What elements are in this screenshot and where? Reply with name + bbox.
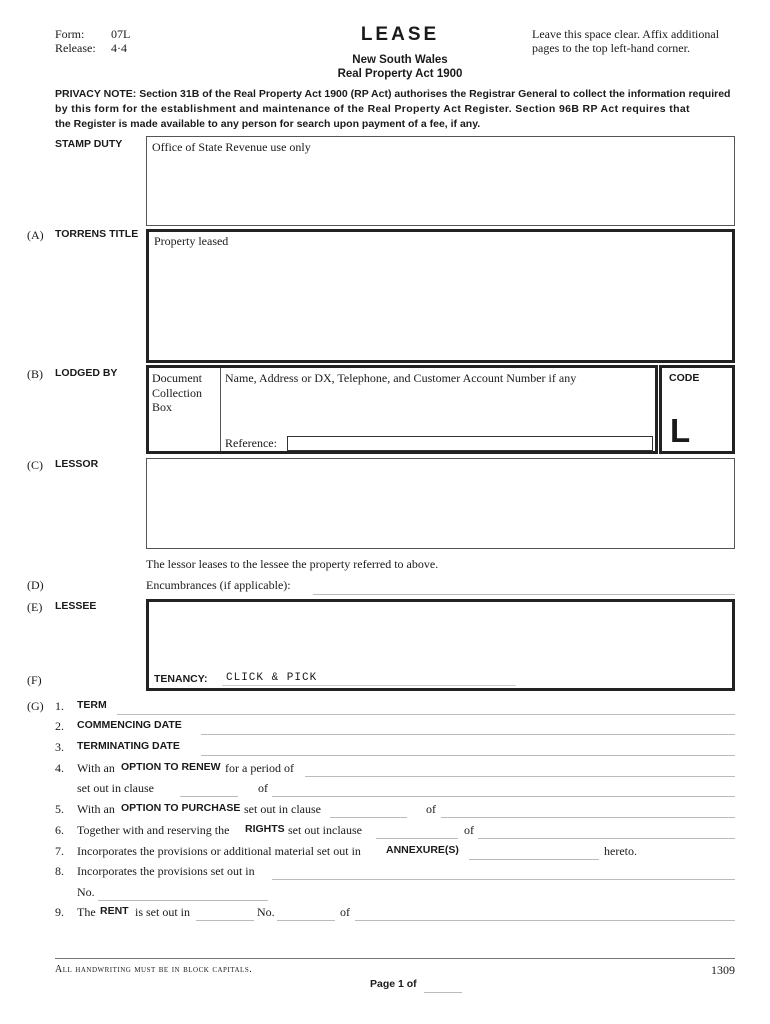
code-value: L xyxy=(670,412,691,449)
act-name: Real Property Act 1900 xyxy=(337,68,463,80)
release-label: Release: xyxy=(55,41,96,55)
purchase-clause-field[interactable] xyxy=(330,805,407,818)
purchase-of-field[interactable] xyxy=(441,805,735,818)
privacy-note: PRIVACY NOTE: Section 31B of the Real Property Act 1900 (RP Act) authorises the Registrar General to collect the information required xyxy=(55,88,731,100)
item-number-1: 1. xyxy=(55,699,64,713)
stamp-duty-label: STAMP DUTY xyxy=(55,138,123,150)
term-label: TERM xyxy=(77,699,107,711)
total-pages-field[interactable] xyxy=(424,980,462,993)
lessee-box[interactable] xyxy=(146,599,735,691)
tenancy-label: TENANCY: xyxy=(154,673,208,685)
provisions-no-label: No. xyxy=(77,885,95,899)
option-to-purchase-label: OPTION TO PURCHASE xyxy=(121,802,241,814)
provisions-label: Incorporates the provisions set out in xyxy=(77,864,255,878)
item-number-9: 9. xyxy=(55,905,64,919)
rights-prefix: Together with and reserving the xyxy=(77,823,230,837)
lodged-by-box[interactable] xyxy=(146,365,658,454)
renew-suffix: for a period of xyxy=(225,761,294,775)
collection-line-3: Box xyxy=(152,400,173,414)
annexure-prefix: Incorporates the provisions or additional material set out in xyxy=(77,844,361,858)
privacy-note-3: the Register is made available to any person for search upon payment of a fee, if any. xyxy=(55,118,481,130)
item-number-2: 2. xyxy=(55,719,64,733)
option-to-renew-label: OPTION TO RENEW xyxy=(121,761,221,773)
collection-line-2: Collection xyxy=(152,385,202,400)
torrens-title-label: TORRENS TITLE xyxy=(55,228,139,240)
lodged-by-label: LODGED BY xyxy=(55,367,118,379)
collection-line-1: Document xyxy=(152,371,202,385)
handwriting-notice: All handwriting must be in block capitals. xyxy=(55,964,253,975)
provisions-field[interactable] xyxy=(272,867,735,880)
item-number-3: 3. xyxy=(55,740,64,754)
annexure-suffix: hereto. xyxy=(604,844,637,858)
rights-of-field[interactable] xyxy=(478,826,735,839)
purchase-prefix: With an xyxy=(77,802,115,816)
purchase-suffix: set out in clause xyxy=(244,802,321,816)
purchase-of-label: of xyxy=(426,802,436,816)
rights-label: RIGHTS xyxy=(245,823,285,835)
provisions-no-field[interactable] xyxy=(98,888,268,901)
item-number-6: 6. xyxy=(55,823,64,837)
stamp-duty-box-text: Office of State Revenue use only xyxy=(152,140,311,154)
renew-period-field[interactable] xyxy=(305,764,735,777)
page-number-label: Page 1 of xyxy=(370,978,417,990)
code-label: CODE xyxy=(669,372,700,384)
item-number-4: 4. xyxy=(55,761,64,775)
renew-setout-label: set out in clause xyxy=(77,781,154,795)
clear-space-note: Leave this space clear. Affix additional xyxy=(532,27,720,41)
rent-no-field[interactable] xyxy=(277,908,335,921)
reference-input[interactable] xyxy=(287,436,653,451)
property-leased-box[interactable] xyxy=(146,229,735,363)
form-number: 07L xyxy=(111,27,131,41)
section-letter-g: (G) xyxy=(27,699,44,713)
section-letter-a: (A) xyxy=(27,228,44,242)
lessor-label: LESSOR xyxy=(55,458,99,470)
collection-divider xyxy=(220,368,221,451)
renew-prefix: With an xyxy=(77,761,115,775)
section-letter-f: (F) xyxy=(27,673,42,687)
document-collection-box xyxy=(152,371,202,415)
form-label: Form: xyxy=(55,27,85,41)
rent-prefix: The xyxy=(77,905,96,919)
lessor-box[interactable] xyxy=(146,458,735,549)
annexure-label: ANNEXURE(S) xyxy=(386,844,459,856)
rights-suffix: set out inclause xyxy=(288,823,362,837)
rights-clause-field[interactable] xyxy=(376,826,458,839)
rights-of-label: of xyxy=(464,823,474,837)
reference-label: Reference: xyxy=(225,436,277,450)
privacy-note-2: by this form for the establishment and maintenance of the Real Property Act Register. Section 96B RP Act requires that xyxy=(55,103,690,115)
commencing-date-field[interactable] xyxy=(201,722,735,735)
item-number-5: 5. xyxy=(55,802,64,816)
item-number-7: 7. xyxy=(55,844,64,858)
tenancy-select[interactable]: CLICK & PICK xyxy=(222,672,516,686)
footer-divider xyxy=(55,958,735,959)
lease-statement: The lessor leases to the lessee the property referred to above. xyxy=(146,557,439,571)
form-title: LEASE xyxy=(360,24,440,45)
renew-of-label: of xyxy=(258,781,268,795)
release-number: 4·4 xyxy=(111,41,127,55)
section-letter-e: (E) xyxy=(27,600,43,614)
annexure-field[interactable] xyxy=(469,847,599,860)
encumbrances-field[interactable] xyxy=(313,582,735,595)
section-letter-b: (B) xyxy=(27,367,43,381)
rent-label: RENT xyxy=(100,905,129,917)
lessee-label: LESSEE xyxy=(55,600,97,612)
rent-no-label: No. xyxy=(257,905,275,919)
terminating-date-label: TERMINATING DATE xyxy=(77,740,180,752)
rent-in-field[interactable] xyxy=(196,908,254,921)
renew-of-field[interactable] xyxy=(272,784,735,797)
lodger-details-label: Name, Address or DX, Telephone, and Customer Account Number if any xyxy=(225,371,577,385)
terminating-date-field[interactable] xyxy=(201,743,735,756)
property-leased-text: Property leased xyxy=(154,234,229,248)
form-code: 1309 xyxy=(711,963,735,977)
stamp-duty-box[interactable] xyxy=(146,136,735,226)
renew-clause-field[interactable] xyxy=(180,784,238,797)
section-letter-d: (D) xyxy=(27,578,44,592)
rent-of-label: of xyxy=(340,905,350,919)
rent-of-field[interactable] xyxy=(355,908,735,921)
encumbrances-label: Encumbrances (if applicable): xyxy=(146,578,291,592)
item-number-8: 8. xyxy=(55,864,64,878)
code-box xyxy=(659,365,735,454)
rent-suffix: is set out in xyxy=(135,905,191,919)
term-field[interactable] xyxy=(117,702,735,715)
state-name: New South Wales xyxy=(352,54,448,66)
section-letter-c: (C) xyxy=(27,458,43,472)
clear-space-note-2: pages to the top left-hand corner. xyxy=(532,41,690,55)
commencing-date-label: COMMENCING DATE xyxy=(77,719,182,731)
